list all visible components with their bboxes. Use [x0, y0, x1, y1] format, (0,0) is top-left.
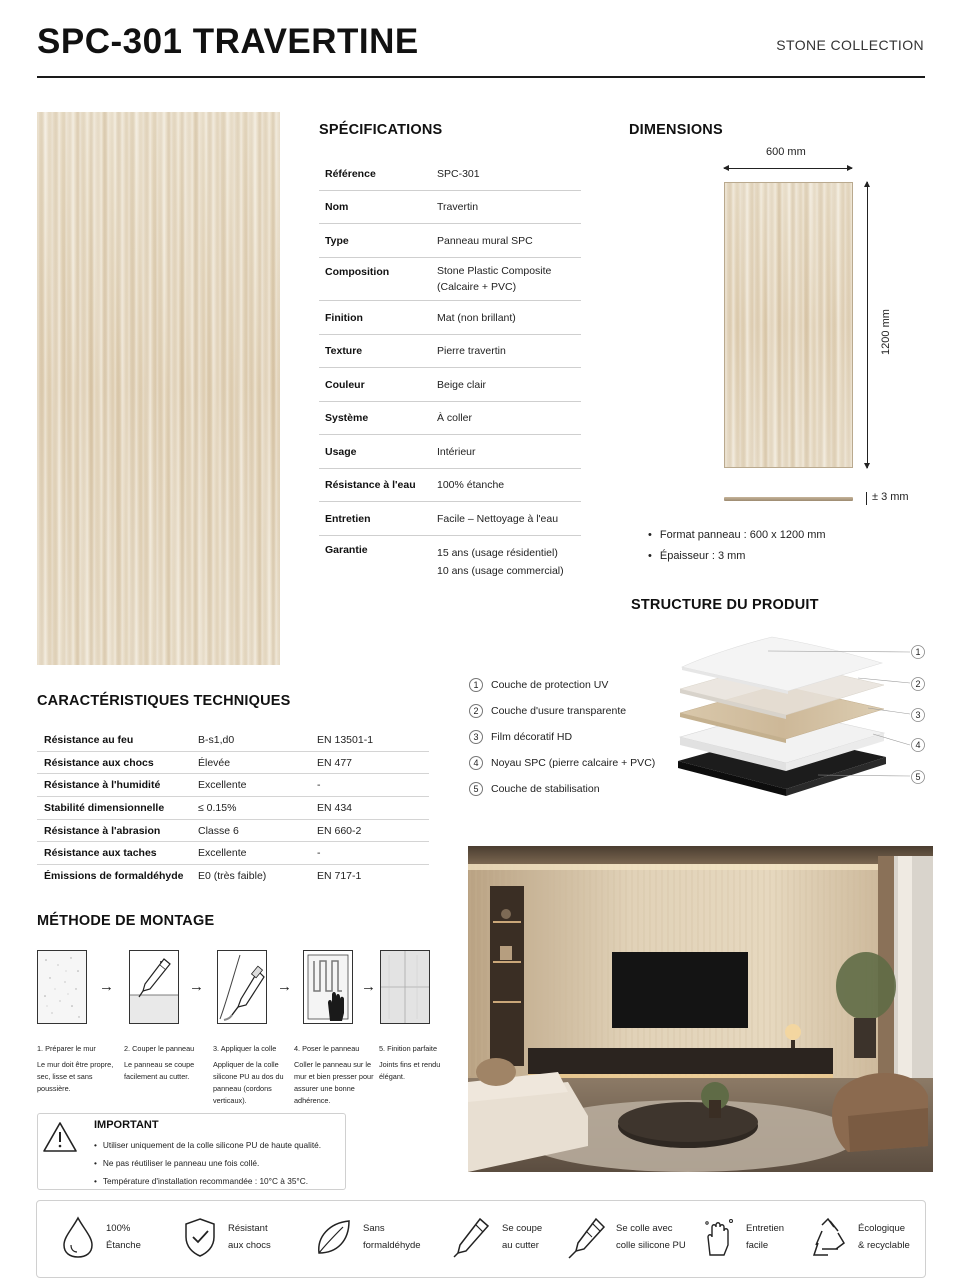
step-5-text [379, 1043, 441, 1083]
tech-table [37, 729, 429, 888]
leader-number: 4 [915, 740, 921, 750]
tech-value: Excellente [198, 779, 247, 792]
dimension-bullets [648, 529, 826, 571]
leader-number: 3 [915, 710, 921, 720]
layer-label: Noyau SPC (pierre calcaire + PVC) [491, 757, 656, 769]
spec-row [319, 402, 581, 435]
feature-cut [452, 1215, 542, 1259]
step-description: Coller le panneau sur le mur et bien presser pour assurer une bonne adhérence. [294, 1060, 374, 1105]
tech-value: Excellente [198, 847, 247, 860]
glue-gun-icon [566, 1215, 606, 1259]
important-item: • Utiliser uniquement de la colle silicone PU de haute qualité. [94, 1140, 321, 1150]
step-4-text [294, 1043, 374, 1107]
feature-text [858, 1220, 910, 1254]
structure-heading: STRUCTURE DU PRODUIT [631, 597, 819, 613]
feature-line: & recyclable [858, 1240, 910, 1251]
tech-label: Résistance à l'humidité [44, 779, 161, 792]
leader-number: 5 [915, 772, 921, 782]
tech-row [37, 774, 429, 797]
layer-label: Couche d'usure transparente [491, 705, 627, 717]
layer-item [469, 672, 655, 698]
hand-clean-icon [702, 1215, 736, 1259]
spec-value-line: 10 ans (usage commercial) [437, 565, 564, 577]
tech-row [37, 820, 429, 843]
specifications-heading: SPÉCIFICATIONS [319, 122, 443, 138]
travertine-panel-image [37, 112, 280, 665]
spec-label: Système [325, 412, 369, 424]
spec-label: Usage [325, 445, 357, 458]
tech-norm: EN 434 [317, 801, 353, 814]
tech-norm: EN 717-1 [317, 870, 362, 883]
living-room-photo [468, 846, 933, 1172]
layer-number: 4 [469, 756, 483, 770]
spec-row [319, 335, 581, 368]
step-1-illustration [37, 950, 87, 1024]
dimension-bullet: • Épaisseur : 3 mm [648, 550, 826, 562]
feature-text [106, 1220, 141, 1254]
layer-number: 2 [469, 704, 483, 718]
spec-value: Intérieur [437, 445, 476, 458]
collection-label: STONE COLLECTION [776, 37, 924, 53]
width-dimension-line [724, 168, 852, 169]
step-4-illustration [303, 950, 353, 1024]
layer-label: Film décoratif HD [491, 731, 573, 743]
feature-line: Se coupe [502, 1223, 543, 1234]
step-title: 2. Couper le panneau [124, 1044, 195, 1053]
header-divider [37, 76, 925, 78]
tech-row [37, 797, 429, 820]
feature-text [746, 1220, 784, 1254]
cutter-icon [130, 951, 178, 1023]
spec-value [437, 544, 581, 580]
layer-label: Couche de protection UV [491, 679, 609, 691]
layer-item [469, 750, 655, 776]
spec-label: Couleur [325, 378, 365, 391]
height-label: 1200 mm [880, 309, 892, 355]
feature-line: 100% [106, 1223, 131, 1234]
feature-impact [182, 1215, 271, 1259]
step-5-illustration [380, 950, 430, 1024]
feature-line: Résistant [228, 1223, 268, 1234]
step-title: 1. Préparer le mur [37, 1044, 96, 1053]
spec-label: Finition [325, 311, 363, 324]
spec-value [437, 263, 581, 295]
spec-label: Composition [325, 266, 390, 278]
layer-list [469, 672, 655, 802]
layer-number: 3 [469, 730, 483, 744]
spec-value-line: (Calcaire + PVC) [437, 281, 517, 293]
recycle-icon [808, 1215, 848, 1259]
step-title: 5. Finition parfaite [379, 1044, 438, 1053]
spec-label: Texture [325, 345, 363, 357]
spec-row [319, 502, 581, 536]
page-title: SPC-301 TRAVERTINE [37, 22, 419, 61]
spec-row [319, 191, 581, 224]
spec-label: Résistance à l'eau [325, 479, 416, 491]
important-item: • Température d'installation recommandée : 10°C à 35°C. [94, 1176, 321, 1186]
arrow-right-icon: → [189, 978, 204, 995]
layer-item [469, 698, 655, 724]
glue-gun-icon [218, 951, 266, 1023]
spec-label: Nom [325, 201, 349, 213]
spec-value: Travertin [437, 201, 479, 213]
important-list [94, 1140, 321, 1194]
tech-row [37, 842, 429, 865]
arrow-right-icon: → [361, 978, 376, 995]
feature-text [228, 1220, 271, 1254]
shield-check-icon [182, 1215, 218, 1259]
tech-value: E0 (très faible) [198, 870, 267, 883]
dimension-panel-drawing [724, 182, 853, 468]
leader-number: 2 [915, 679, 921, 689]
step-3-text [213, 1043, 285, 1107]
step-2-text [124, 1043, 202, 1083]
tech-row [37, 752, 429, 775]
tech-norm: - [317, 847, 321, 860]
feature-line: au cutter [502, 1240, 539, 1251]
leaf-icon [313, 1215, 353, 1259]
spec-row [319, 157, 581, 191]
tech-label: Émissions de formaldéhyde [44, 870, 184, 883]
spec-row [319, 224, 581, 258]
spec-value-line: Stone Plastic Composite [437, 265, 552, 277]
width-label: 600 mm [766, 146, 806, 158]
important-title: IMPORTANT [94, 1119, 159, 1131]
thickness-label: ± 3 mm [872, 491, 909, 503]
spec-row [319, 536, 581, 580]
feature-formaldehyde [313, 1215, 421, 1259]
step-title: 3. Appliquer la colle [213, 1044, 277, 1053]
feature-line: Sans [363, 1223, 385, 1234]
tech-norm: - [317, 779, 321, 792]
spec-row [319, 301, 581, 335]
finished-panels-icon [381, 951, 429, 1023]
tech-norm: EN 660-2 [317, 824, 362, 837]
tech-label: Stabilité dimensionnelle [44, 801, 165, 814]
tech-norm: EN 13501-1 [317, 733, 374, 746]
feature-line: Étanche [106, 1240, 141, 1251]
mounting-heading: MÉTHODE DE MONTAGE [37, 913, 215, 929]
feature-line: Entretien [746, 1223, 785, 1234]
thickness-marker [866, 492, 867, 505]
leader-number: 1 [915, 647, 921, 657]
wall-icon [38, 951, 86, 1023]
spec-value: SPC-301 [437, 167, 480, 180]
spec-label: Entretien [325, 512, 371, 525]
cutter-icon [452, 1215, 492, 1259]
layer-item [469, 776, 655, 802]
feature-eco [808, 1215, 910, 1259]
step-description: Joints fins et rendu élégant. [379, 1060, 441, 1081]
spec-value: Beige clair [437, 378, 487, 391]
tech-value: ≤ 0.15% [198, 801, 237, 814]
leader-number-circles [912, 646, 925, 784]
tech-row [37, 865, 429, 888]
tech-value: Élevée [198, 756, 231, 769]
tech-norm: EN 477 [317, 756, 353, 769]
spec-value: Pierre travertin [437, 345, 506, 357]
arrow-right-icon: → [277, 978, 292, 995]
layer-number: 5 [469, 782, 483, 796]
layer-item [469, 724, 655, 750]
tech-label: Résistance à l'abrasion [44, 824, 161, 837]
water-drop-icon [60, 1215, 96, 1259]
feature-glue [566, 1215, 686, 1259]
spec-row [319, 258, 581, 301]
spec-row [319, 469, 581, 502]
panel-press-icon [304, 951, 352, 1023]
spec-row [319, 435, 581, 469]
step-description: Le mur doit être propre, sec, lisse et sans poussière. [37, 1060, 114, 1093]
step-2-illustration [129, 950, 179, 1024]
spec-label: Type [325, 234, 349, 247]
step-3-illustration [217, 950, 267, 1024]
spec-label: Garantie [325, 544, 368, 556]
feature-waterproof [60, 1215, 141, 1259]
specifications-table [319, 157, 581, 580]
layer-number: 1 [469, 678, 483, 692]
spec-value: Facile – Nettoyage à l'eau [437, 512, 559, 525]
feature-line: aux chocs [228, 1240, 271, 1251]
spec-value: À coller [437, 412, 473, 424]
feature-line: colle silicone PU [616, 1240, 686, 1251]
feature-line: facile [746, 1240, 769, 1251]
feature-line: Se colle avec [616, 1223, 673, 1234]
step-1-text [37, 1043, 119, 1095]
spec-label: Référence [325, 167, 376, 180]
height-dimension-line [867, 182, 868, 468]
tech-label: Résistance au feu [44, 733, 134, 746]
feature-maintenance [702, 1215, 784, 1259]
layer-label: Couche de stabilisation [491, 783, 600, 795]
step-title: 4. Poser le panneau [294, 1044, 360, 1053]
step-description: Appliquer de la colle silicone PU au dos du panneau (cordons verticaux). [213, 1060, 284, 1105]
spec-value: Mat (non brillant) [437, 311, 516, 324]
tech-label: Résistance aux taches [44, 847, 157, 860]
feature-text [502, 1220, 542, 1254]
tech-value: Classe 6 [198, 824, 239, 837]
thickness-bar-drawing [724, 497, 853, 501]
arrow-right-icon: → [99, 978, 114, 995]
tech-value: B-s1,d0 [198, 733, 235, 746]
warning-icon [42, 1120, 78, 1154]
spec-value-line: 15 ans (usage résidentiel) [437, 547, 558, 559]
feature-line: Écologique [858, 1223, 906, 1234]
spec-row [319, 368, 581, 402]
dimension-bullet: • Format panneau : 600 x 1200 mm [648, 529, 826, 541]
tech-row [37, 729, 429, 752]
dimensions-heading: DIMENSIONS [629, 122, 723, 138]
tech-label: Résistance aux chocs [44, 756, 154, 769]
step-description: Le panneau se coupe facilement au cutter. [124, 1060, 195, 1081]
feature-text [363, 1220, 421, 1254]
feature-line: formaldéhyde [363, 1240, 421, 1251]
feature-text [616, 1220, 686, 1254]
important-item: • Ne pas réutiliser le panneau une fois collé. [94, 1158, 321, 1168]
layer-exploded-diagram [668, 633, 930, 815]
spec-value: 100% étanche [437, 479, 505, 491]
spec-value: Panneau mural SPC [437, 234, 533, 247]
tech-heading: CARACTÉRISTIQUES TECHNIQUES [37, 693, 291, 709]
